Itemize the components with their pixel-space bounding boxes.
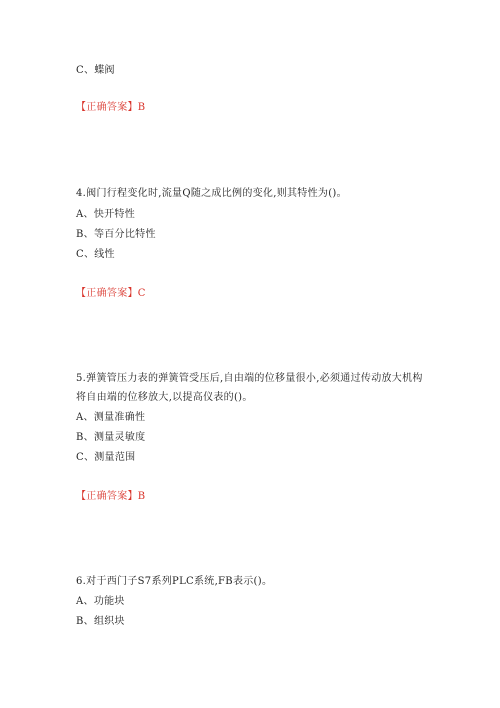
question-5-line-1: 5.弹簧管压力表的弹簧管受压后,自由端的位移量很小,必须通过传动放大机构 xyxy=(76,373,423,384)
option-b-q6: B、组织块 xyxy=(76,616,125,627)
answer-q3: 【正确答案】B xyxy=(76,102,146,113)
option-b-q5: B、测量灵敏度 xyxy=(76,432,146,443)
question-5-line-2: 将自由端的位移放大,以提高仪表的()。 xyxy=(76,392,253,403)
option-c-q5: C、测量范围 xyxy=(76,452,136,463)
option-a-q5: A、测量准确性 xyxy=(76,412,146,423)
option-b-q4: B、等百分比特性 xyxy=(76,229,156,240)
question-4: 4.阀门行程变化时,流量Q随之成比例的变化,则其特性为()。 xyxy=(76,188,347,199)
option-c-q3: C、蝶阀 xyxy=(76,65,115,76)
option-a-q6: A、功能块 xyxy=(76,596,125,607)
option-a-q4: A、快开特性 xyxy=(76,209,136,220)
answer-q4: 【正确答案】C xyxy=(76,288,146,299)
question-6: 6.对于西门子S7系列PLC系统,FB表示()。 xyxy=(76,576,273,587)
answer-q5: 【正确答案】B xyxy=(76,491,146,502)
option-c-q4: C、线性 xyxy=(76,249,115,260)
